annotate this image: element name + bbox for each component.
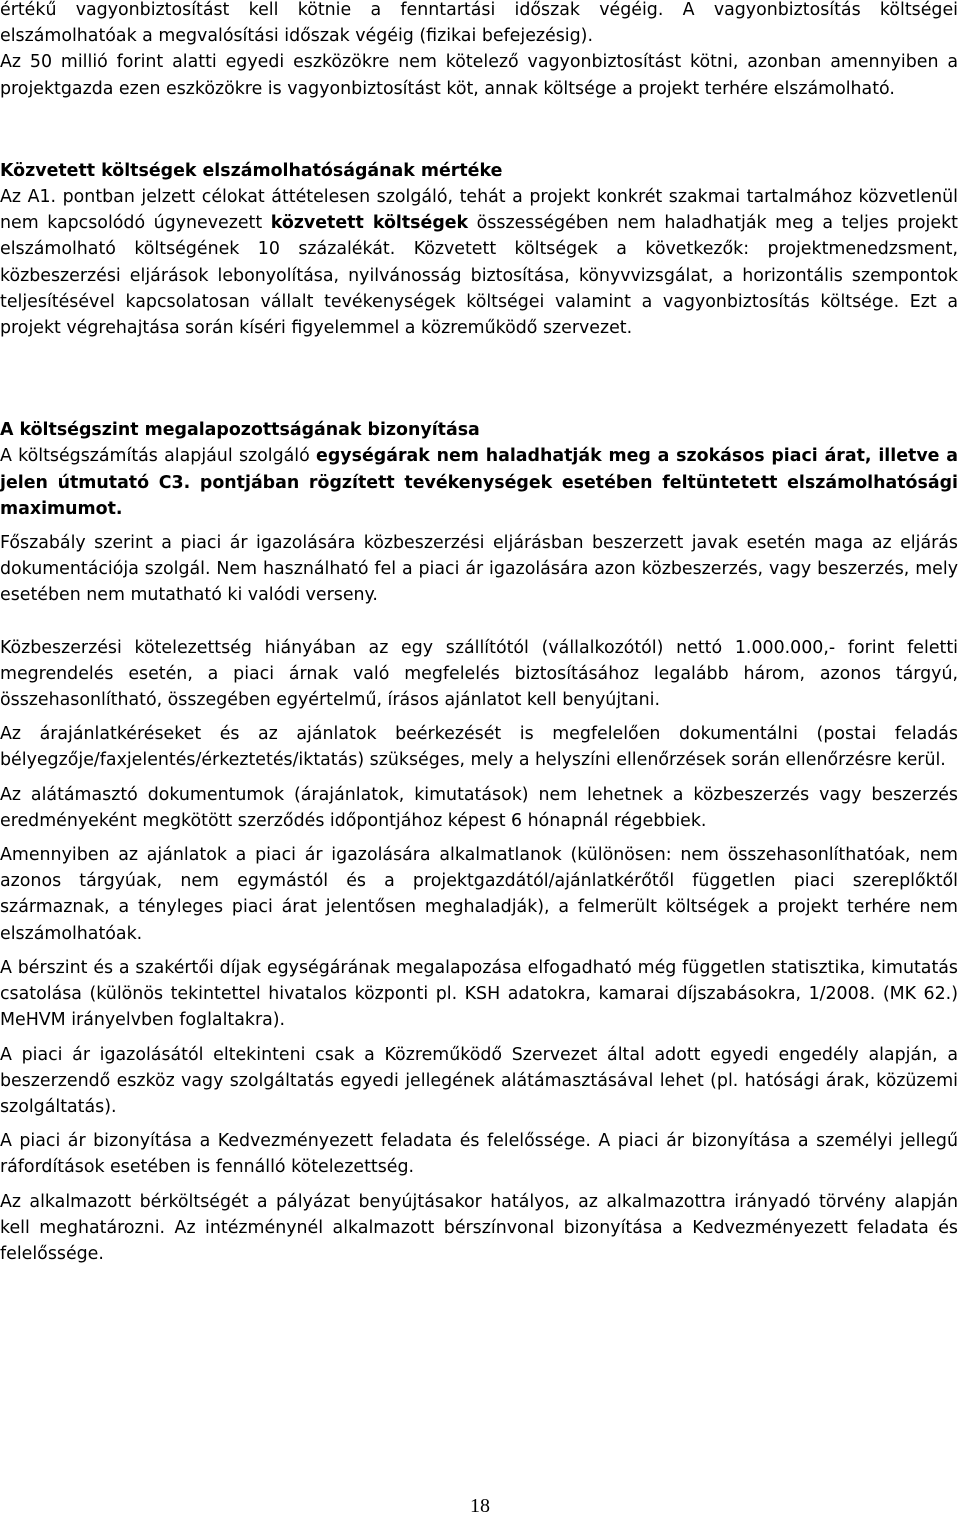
paragraph-insurance-end: értékű vagyonbiztosítást kell kötnie a fenntartási időszak végéig. A vagyonbiztosítás költségei elszámolhatóak a megvalósítási időszak végéig (fizikai befejezésig). <box>0 0 958 47</box>
paragraph-responsibility: A piaci ár bizonyítása a Kedvezményezett feladata és felelőssége. A piaci ár bizonyítása a személyi jellegű ráfordítások esetében is fennálló kötelezettség. <box>0 1131 958 1178</box>
paragraph-exemption: A piaci ár igazolásától eltekinteni csak a Közreműködő Szervezet által adott egyedi engedély alapján, a beszerzendő eszköz vagy szolgáltatás egyedi jellegének alátámasztásával lehet (pl. hatósági árak, közüzemi szolgáltatás). <box>0 1044 958 1117</box>
paragraph-indirect-costs-part-c: összességében nem haladhatják meg a teljes projekt elszámolható költségének 10 százalékát. Közvetett költségek a következők: projektmenedzsment, közbeszerzési eljárások lebonyolítása, nyilvánosság biztosítása, könyvvizsgálat, a horizontális szempontok teljesítésével kapcsolatosan vállalt tevékenységek költségei valamint a vagyonbiztosítás költsége. Ezt a projekt végrehajtása során kíséri figyelemmel a közreműködő szervezet. <box>0 213 958 339</box>
paragraph-main-rule: Főszabály szerint a piaci ár igazolására közbeszerzési eljárásban beszerzett javak esetén maga az eljárás dokumentációja szolgál. Nem használható fel a piaci ár igazolására azon közbeszerzés, vagy beszerzés, mely esetében nem mutatható ki valódi verseny. <box>0 533 958 606</box>
section-heading-cost-level: A költségszint megalapozottságának bizonyítása <box>0 420 480 441</box>
paragraph-unit-prices-part-a: A költségszámítás alapjául szolgáló <box>0 446 317 467</box>
paragraph-indirect-costs-part-a: Az A1. pontban jelzett célokat áttételesen szolgáló, tehát a projekt konkrét szakmai tartalmához közvetlenül nem kapcsolódó úgynevezett <box>0 187 958 234</box>
paragraph-unit-prices <box>0 443 958 522</box>
paragraph-insurance-small-assets: Az 50 millió forint alatti egyedi eszközökre nem kötelező vagyonbiztosítást kötni, azonban amennyiben a projektgazda ezen eszközökre is vagyonbiztosítást köt, annak költsége a projekt terhére elszámolható. <box>0 52 958 99</box>
paragraph-indirect-costs-bold: közvetett költségek <box>270 213 469 234</box>
section-heading-indirect-costs: Közvetett költségek elszámolhatóságának mértéke <box>0 160 503 181</box>
paragraph-unsuitable-offers: Amennyiben az ajánlatok a piaci ár igazolására alkalmatlanok (különösen: nem összehasonlíthatóak, nem azonos tárgyúak, nem egymástól és a projektgazdától/ajánlatkérőtől független piaci szereplőktől származnak, a tényleges piaci árat jelentősen meghaladják), a felmerült költségek a projekt terhére nem elszámolhatóak. <box>0 845 958 944</box>
paragraph-documentation: Az árajánlatkéréseket és az ajánlatok beérkezését is megfelelően dokumentálni (postai feladás bélyegzője/faxjelentés/érkeztetés/iktatás) szükséges, mely a helyszíni ellenőrzések során ellenőrzésre kerül. <box>0 724 958 771</box>
paragraph-unit-prices-bold: egységárak nem haladhatják meg a szokásos piaci árat, illetve a jelen útmutató C3. pontjában rögzített tevékenységek esetében feltüntetett elszámolhatósági maximumot. <box>0 446 958 519</box>
paragraph-indirect-costs <box>0 184 958 341</box>
paragraph-three-offers: Közbeszerzési kötelezettség hiányában az egy szállítótól (vállalkozótól) nettó 1.000.000,- forint feletti megrendelés esetén, a piaci árnak való megfelelés biztosításához legalább három, azonos tárgyú, összehasonlítható, összegében egyértelmű, írásos ajánlatot kell benyújtani. <box>0 637 958 711</box>
page-number: 18 <box>470 1495 490 1517</box>
paragraph-wage-level: A bérszint és a szakértői díjak egységárának megalapozása elfogadható még független statisztika, kimutatás csatolása (különös tekintettel hivatalos központi pl. KSH adatokra, kamarai díjszabásokra, 1/2008. (MK 62.) MeHVM irányelvben foglaltakra). <box>0 957 958 1031</box>
paragraph-supporting-documents: Az alátámasztó dokumentumok (árajánlatok, kimutatások) nem lehetnek a közbeszerzés vagy beszerzés eredményeként megkötött szerződés időpontjához képest 6 hónapnál régebbiek. <box>0 784 958 831</box>
paragraph-employee-wages: Az alkalmazott bérköltségét a pályázat benyújtásakor hatályos, az alkalmazottra irányadó törvény alapján kell meghatározni. Az intézménynél alkalmazott bérszínvonal bizonyítása a Kedvezményezett feladata és felelőssége. <box>0 1191 958 1264</box>
